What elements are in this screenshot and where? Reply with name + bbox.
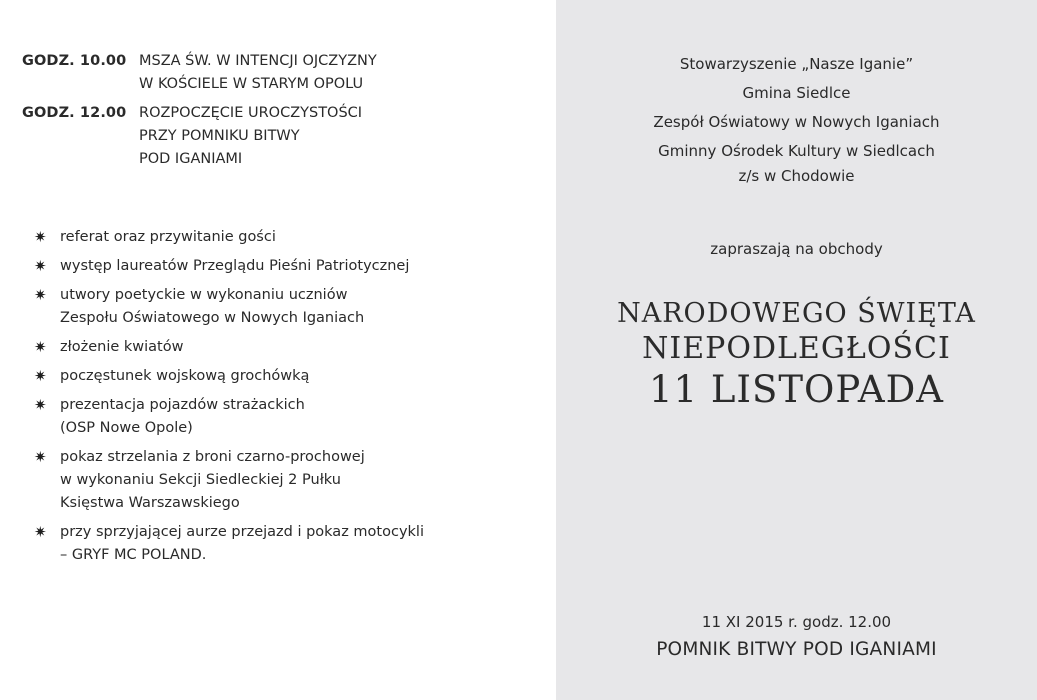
program-item-text: [60, 255, 409, 278]
event-location: POMNIK BITWY POD IGANIAMI: [656, 639, 937, 660]
event-date: 11 XI 2015 r. godz. 12.00: [701, 613, 892, 631]
organizers: [556, 50, 1037, 187]
asterisk-bullet-icon: ✷: [34, 338, 47, 356]
event-details: [556, 609, 1037, 665]
program-item-text: [60, 336, 183, 359]
schedule-line: W KOŚCIELE W STARYM OPOLU: [139, 76, 364, 92]
organizer-line: Stowarzyszenie „Nasze Iganie”: [679, 55, 914, 73]
asterisk-bullet-icon: ✷: [34, 257, 47, 275]
organizer-line: Gmina Siedlce: [742, 84, 851, 102]
program-item: [34, 255, 549, 278]
program-item-text: [60, 284, 364, 330]
program-line: – GRYF MC POLAND.: [60, 547, 207, 563]
title-line: 11 LISTOPADA: [649, 368, 944, 411]
invitation-panel: [556, 0, 1037, 700]
organizer-line: z/s w Chodowie: [738, 167, 855, 185]
program-item: [34, 394, 549, 440]
program-line: (OSP Nowe Opole): [60, 420, 193, 436]
program-line: Zespołu Oświatowego w Nowych Iganiach: [60, 310, 365, 326]
invite-text: zapraszają na obchody: [710, 240, 883, 258]
schedule-line: MSZA ŚW. W INTENCJI OJCZYZNY: [139, 53, 377, 69]
program-item-text: [60, 521, 424, 567]
schedule-description: [139, 102, 362, 171]
schedule-description: [139, 50, 377, 96]
asterisk-bullet-icon: ✷: [34, 228, 47, 246]
program-item: [34, 226, 549, 249]
program-line: referat oraz przywitanie gości: [60, 229, 276, 245]
schedule-line: PRZY POMNIKU BITWY: [139, 128, 300, 144]
program-item-text: [60, 226, 276, 249]
program-line: w wykonaniu Sekcji Siedleckiej 2 Pułku: [60, 472, 341, 488]
program-line: złożenie kwiatów: [60, 339, 184, 355]
program-line: Księstwa Warszawskiego: [60, 495, 240, 511]
schedule: [22, 50, 542, 177]
title-line: NIEPODLEGŁOŚCI: [642, 331, 951, 366]
organizer-line: Zespół Oświatowy w Nowych Iganiach: [653, 113, 940, 131]
asterisk-bullet-icon: ✷: [34, 448, 47, 466]
schedule-time: GODZ. 10.00: [22, 53, 127, 69]
organizer-line: Gminny Ośrodek Kultury w Siedlcach: [658, 142, 935, 160]
schedule-line: ROZPOCZĘCIE UROCZYSTOŚCI: [139, 105, 363, 121]
program-line: prezentacja pojazdów strażackich: [60, 397, 305, 413]
program-item-text: [60, 365, 309, 388]
schedule-line: POD IGANIAMI: [139, 151, 243, 167]
program-item: [34, 521, 549, 567]
asterisk-bullet-icon: ✷: [34, 286, 47, 304]
program-item-text: [60, 446, 365, 515]
program-line: poczęstunek wojskową grochówką: [60, 368, 310, 384]
asterisk-bullet-icon: ✷: [34, 523, 47, 541]
schedule-row: [22, 50, 542, 96]
program-line: utwory poetyckie w wykonaniu uczniów: [60, 287, 348, 303]
program-line: występ laureatów Przeglądu Pieśni Patriotycznej: [60, 258, 410, 274]
program-item: [34, 336, 549, 359]
event-title: [556, 297, 1037, 413]
program-item-text: [60, 394, 305, 440]
schedule-row: [22, 102, 542, 171]
title-line: NARODOWEGO ŚWIĘTA: [617, 298, 976, 329]
program-item: [34, 446, 549, 515]
program-line: pokaz strzelania z broni czarno-prochowej: [60, 449, 365, 465]
schedule-time: GODZ. 12.00: [22, 105, 127, 121]
program-list: [34, 226, 549, 573]
asterisk-bullet-icon: ✷: [34, 367, 47, 385]
program-item: [34, 365, 549, 388]
program-item: [34, 284, 549, 330]
program-line: przy sprzyjającej aurze przejazd i pokaz motocykli: [60, 524, 424, 540]
asterisk-bullet-icon: ✷: [34, 396, 47, 414]
